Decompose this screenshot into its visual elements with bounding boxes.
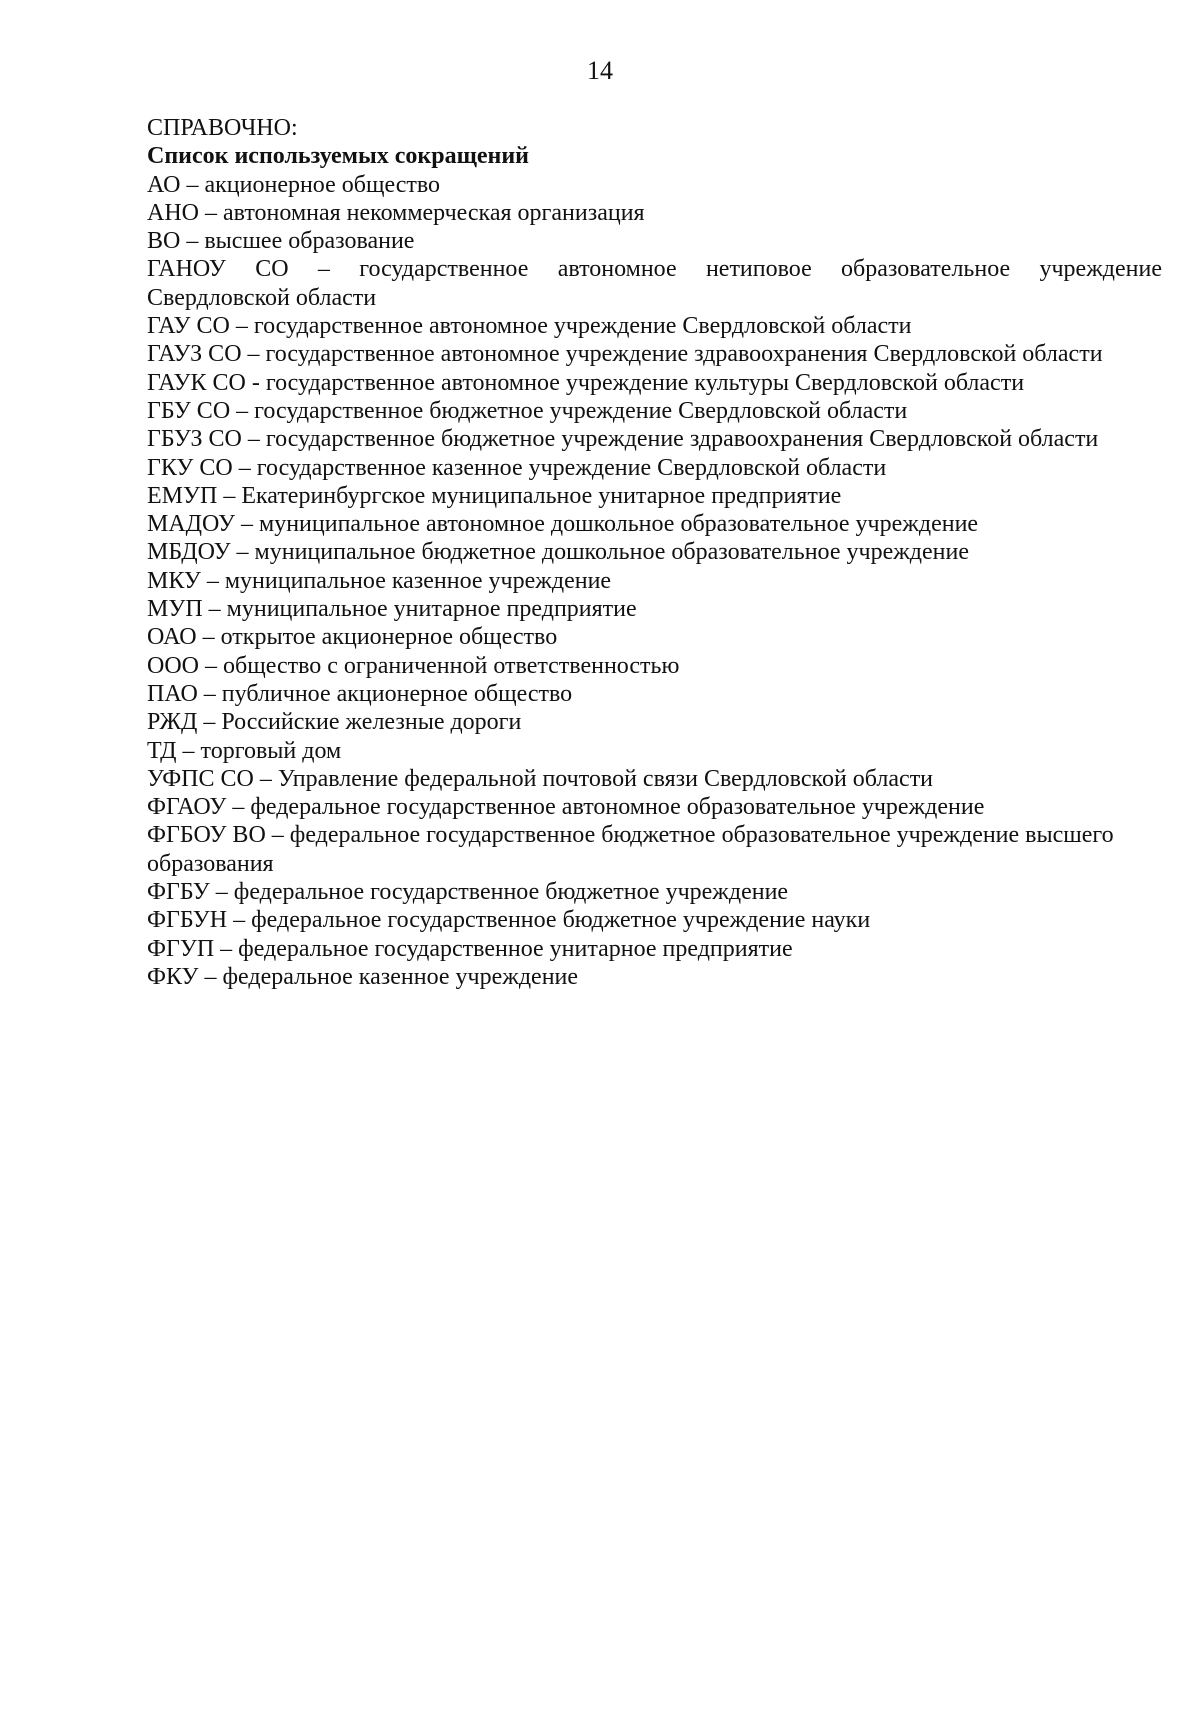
list-item: ГБУ СО – государственное бюджетное учреждение Свердловской области	[147, 397, 908, 424]
list-item: МАДОУ – муниципальное автономное дошкольное образовательное учреждение	[147, 511, 979, 538]
list-item: ФГБУН – федеральное государственное бюджетное учреждение науки	[147, 907, 871, 934]
list-item: МУП – муниципальное унитарное предприятие	[147, 596, 637, 623]
reference-heading: СПРАВОЧНО:	[147, 115, 298, 141]
list-item: ФГУП – федеральное государственное унитарное предприятие	[147, 935, 793, 962]
list-item: ЕМУП – Екатеринбургское муниципальное унитарное предприятие	[147, 482, 842, 509]
list-item: ОАО – открытое акционерное общество	[147, 624, 558, 651]
list-item-continuation: образования	[147, 850, 274, 877]
list-item: ГАУЗ СО – государственное автономное учреждение здравоохранения Свердловской области	[147, 341, 1103, 368]
list-item: РЖД – Российские железные дороги	[147, 709, 522, 736]
list-item: АО – акционерное общество	[147, 171, 441, 198]
page-number: 14	[587, 56, 613, 85]
list-item: ГАУ СО – государственное автономное учреждение Свердловской области	[147, 313, 912, 340]
list-item: МКУ – муниципальное казенное учреждение	[147, 567, 612, 594]
list-item: УФПС СО – Управление федеральной почтовой связи Свердловской области	[147, 765, 934, 792]
list-item: МБДОУ – муниципальное бюджетное дошкольное образовательное учреждение	[147, 539, 969, 566]
list-item: ТД – торговый дом	[147, 737, 342, 764]
list-item: ГАНОУ СО – государственное автономное нетиповое образовательное учреждение	[147, 256, 1162, 283]
list-item: ФГБУ – федеральное государственное бюджетное учреждение	[147, 879, 789, 906]
list-item: ГБУЗ СО – государственное бюджетное учреждение здравоохранения Свердловской области	[147, 426, 1099, 453]
list-item: ГКУ СО – государственное казенное учреждение Свердловской области	[147, 454, 887, 481]
list-item: ГАУК СО - государственное автономное учреждение культуры Свердловской области	[147, 369, 1025, 396]
list-item: ФГБОУ ВО – федеральное государственное бюджетное образовательное учреждение высшего	[147, 822, 1114, 849]
abbreviations-section	[147, 114, 1162, 991]
list-item: ООО – общество с ограниченной ответственностью	[147, 652, 680, 679]
list-item: ФГАОУ – федеральное государственное автономное образовательное учреждение	[147, 794, 985, 821]
list-item: ФКУ – федеральное казенное учреждение	[147, 963, 579, 990]
list-item: ПАО – публичное акционерное общество	[147, 680, 573, 707]
list-item: ВО – высшее образование	[147, 228, 415, 255]
list-item-continuation: Свердловской области	[147, 284, 377, 311]
list-item: АНО – автономная некоммерческая организация	[147, 199, 645, 226]
list-title: Список используемых сокращений	[147, 143, 529, 170]
